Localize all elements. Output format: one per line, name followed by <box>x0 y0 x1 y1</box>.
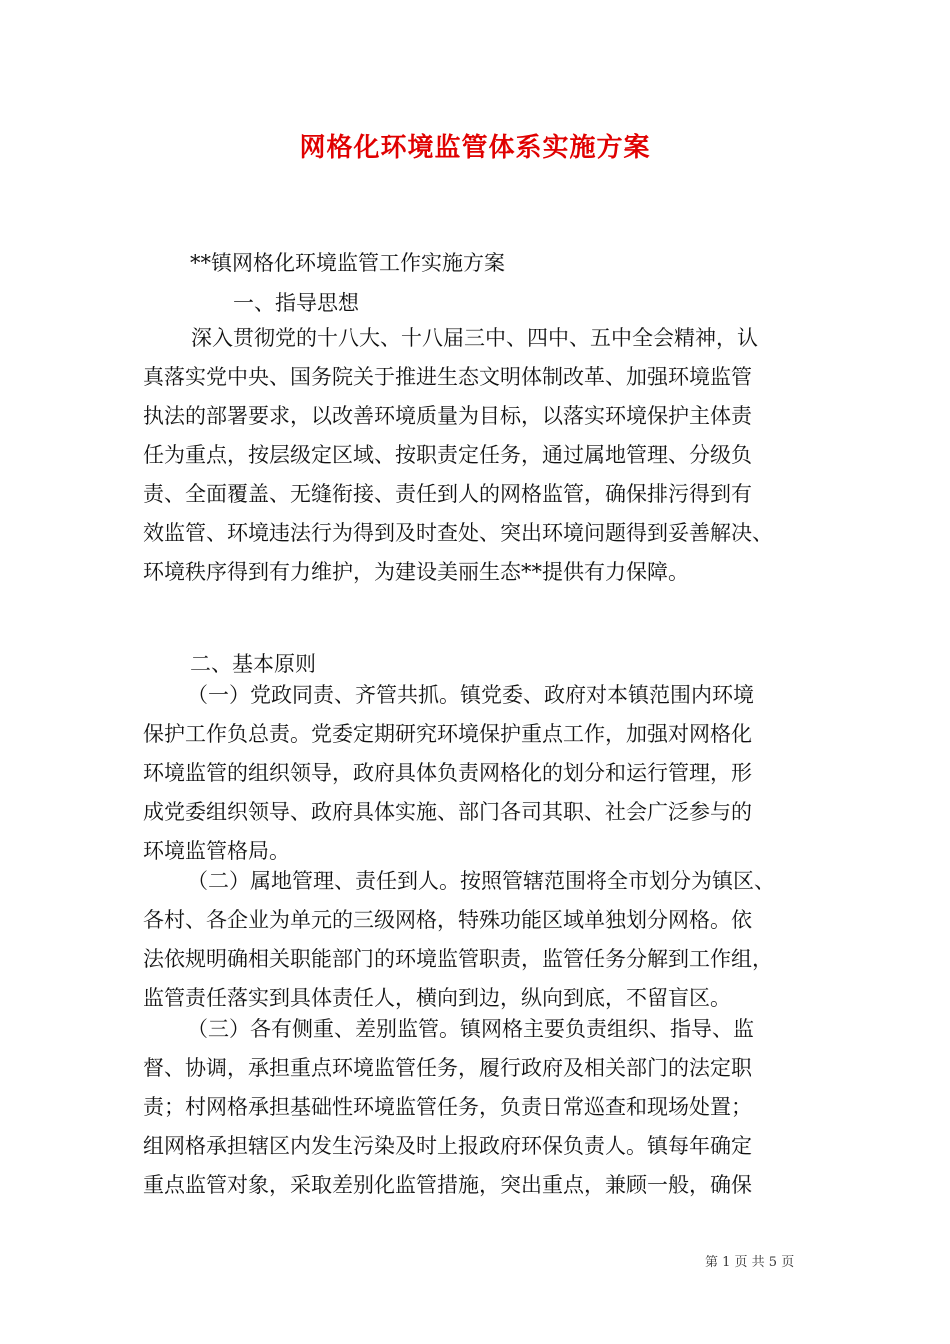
document-subtitle: **镇网格化环境监管工作实施方案 <box>190 251 505 275</box>
paragraph-line: 责、全面覆盖、无缝衔接、责任到人的网格监管，确保排污得到有 <box>143 482 752 506</box>
paragraph-principle-2 <box>143 862 823 1018</box>
section-heading-basic-principles: 二、基本原则 <box>190 652 316 676</box>
paragraph-line: 环境监管的组织领导，政府具体负责网格化的划分和运行管理，形 <box>143 761 752 785</box>
paragraph-line: 效监管、环境违法行为得到及时查处、突出环境问题得到妥善解决、 <box>143 521 773 545</box>
paragraph-line: （二）属地管理、责任到人。按照管辖范围将全市划分为镇区、 <box>187 869 775 893</box>
paragraph-line: 环境监管格局。 <box>143 839 290 863</box>
paragraph-line: 责；村网格承担基础性环境监管任务，负责日常巡查和现场处置； <box>143 1095 752 1119</box>
paragraph-line: 任为重点，按层级定区域、按职责定任务，通过属地管理、分级负 <box>143 443 752 467</box>
paragraph-line: 各村、各企业为单元的三级网格，特殊功能区域单独划分网格。依 <box>143 908 752 932</box>
paragraph-line: 深入贯彻党的十八大、十八届三中、四中、五中全会精神，认 <box>191 326 758 350</box>
paragraph-guiding-ideology <box>143 319 823 592</box>
paragraph-principle-1 <box>143 676 823 871</box>
paragraph-principle-3 <box>143 1010 823 1205</box>
paragraph-line: 监管责任落实到具体责任人，横向到边，纵向到底，不留盲区。 <box>143 986 731 1010</box>
paragraph-line: 真落实党中央、国务院关于推进生态文明体制改革、加强环境监管 <box>143 365 752 389</box>
paragraph-line: 执法的部署要求，以改善环境质量为目标，以落实环境保护主体责 <box>143 404 752 428</box>
paragraph-line: 环境秩序得到有力维护，为建设美丽生态**提供有力保障。 <box>143 560 689 584</box>
section-heading-guiding-ideology: 一、指导思想 <box>233 291 359 315</box>
page-number: 第 1 页 共 5 页 <box>705 1255 795 1270</box>
document-title: 网格化环境监管体系实施方案 <box>299 133 651 163</box>
paragraph-line: 组网格承担辖区内发生污染及时上报政府环保负责人。镇每年确定 <box>143 1134 752 1158</box>
paragraph-line: （三）各有侧重、差别监管。镇网格主要负责组织、指导、监 <box>187 1017 754 1041</box>
paragraph-line: 保护工作负总责。党委定期研究环境保护重点工作，加强对网格化 <box>143 722 752 746</box>
paragraph-line: （一）党政同责、齐管共抓。镇党委、政府对本镇范围内环境 <box>187 683 754 707</box>
paragraph-line: 成党委组织领导、政府具体实施、部门各司其职、社会广泛参与的 <box>143 800 752 824</box>
paragraph-line: 重点监管对象，采取差别化监管措施，突出重点，兼顾一般，确保 <box>143 1173 752 1197</box>
paragraph-line: 督、协调，承担重点环境监管任务，履行政府及相关部门的法定职 <box>143 1056 752 1080</box>
paragraph-line: 法依规明确相关职能部门的环境监管职责，监管任务分解到工作组， <box>143 947 773 971</box>
